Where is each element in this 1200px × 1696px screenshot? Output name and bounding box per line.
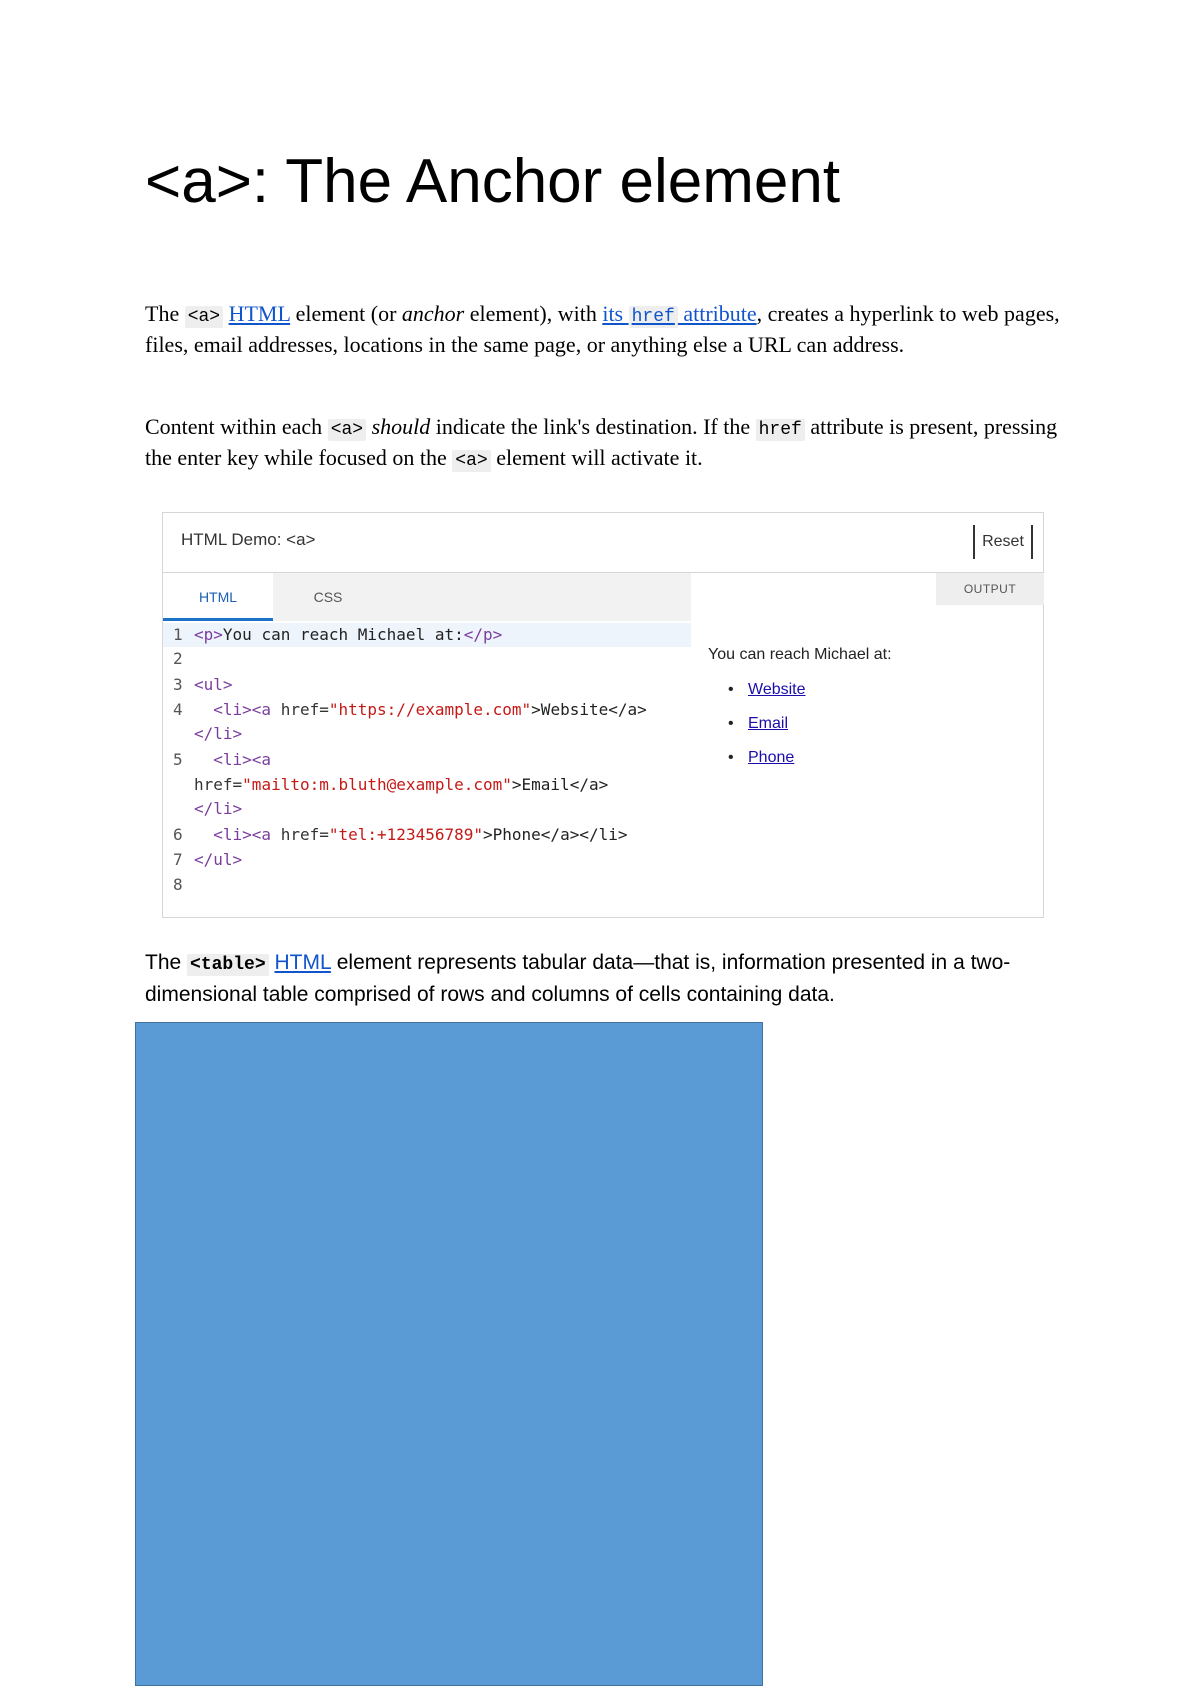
- line-number: 6: [173, 825, 183, 844]
- code-text: [194, 698, 647, 722]
- code-line: [163, 873, 691, 897]
- output-label: OUTPUT: [936, 573, 1044, 605]
- tab-html[interactable]: HTML: [163, 573, 273, 621]
- code-token: </p>: [463, 625, 503, 644]
- code-editor[interactable]: [163, 621, 691, 917]
- text: element will activate it.: [490, 445, 703, 470]
- link-text: its: [602, 301, 629, 326]
- code-text: </li>: [194, 799, 243, 818]
- code-line: [163, 698, 691, 722]
- code-token: "https://example.com": [328, 700, 532, 719]
- code-token: >Website</a>: [531, 700, 647, 719]
- page-title: <a>: The Anchor element: [145, 147, 841, 216]
- intro-paragraph: [145, 300, 1085, 359]
- output-link-website[interactable]: Website: [748, 681, 806, 698]
- code-token: "tel:+123456789": [328, 825, 483, 844]
- link-text: attribute: [677, 301, 757, 326]
- text: The: [145, 951, 188, 974]
- should-emphasis: should: [371, 414, 431, 439]
- code-token: <li><a: [194, 700, 281, 719]
- demo-header: [163, 513, 1043, 573]
- href-attribute-link[interactable]: [602, 301, 756, 326]
- line-number: 5: [173, 750, 183, 769]
- code-a: <a>: [328, 419, 366, 441]
- html-demo-widget: [162, 512, 1044, 918]
- editor-tabs: [163, 573, 691, 621]
- demo-title: HTML Demo: <a>: [181, 530, 316, 549]
- reset-button[interactable]: Reset: [973, 525, 1033, 559]
- code-token: href=: [194, 775, 243, 794]
- html-link[interactable]: HTML: [228, 301, 291, 326]
- line-number: 8: [173, 875, 183, 894]
- code-line: [163, 623, 691, 647]
- code-line: [163, 797, 691, 821]
- bullet: •: [728, 715, 734, 732]
- code-line: [163, 673, 691, 697]
- code-line: [163, 748, 691, 772]
- text: element (or: [290, 301, 402, 326]
- line-number: 7: [173, 850, 183, 869]
- html-link[interactable]: HTML: [274, 951, 331, 974]
- code-token: <li><a: [194, 825, 281, 844]
- output-link-phone[interactable]: Phone: [748, 749, 795, 766]
- tab-css[interactable]: CSS: [313, 589, 343, 605]
- text: The: [145, 301, 185, 326]
- code-line: [163, 848, 691, 872]
- code-text: [194, 823, 628, 847]
- code-line: [163, 773, 691, 797]
- code-token: href=: [280, 700, 329, 719]
- output-link-email[interactable]: Email: [748, 715, 789, 732]
- text: indicate the link's destination. If the: [430, 414, 756, 439]
- blue-rectangle-shape: [135, 1022, 763, 1686]
- code-a: <a>: [185, 306, 223, 328]
- text: , creates a hyperlink to web pages, files, email addresses, locations in the same page, or anything else a URL can address.: [145, 301, 1060, 357]
- anchor-emphasis: anchor: [401, 301, 465, 326]
- line-number: 2: [173, 649, 183, 668]
- bullet: •: [728, 749, 734, 766]
- content-paragraph: [145, 413, 1085, 475]
- line-number: 3: [173, 675, 183, 694]
- line-number: 4: [173, 700, 183, 719]
- line-number: 1: [173, 625, 183, 644]
- code-token: >Email</a>: [511, 775, 609, 794]
- table-paragraph: [145, 948, 1065, 1009]
- code-token: "mailto:m.bluth@example.com": [242, 775, 512, 794]
- code-table: <table>: [187, 954, 269, 976]
- code-line: [163, 647, 691, 671]
- code-text: [194, 773, 608, 797]
- bullet: •: [728, 681, 734, 698]
- code-token: You can reach Michael at:: [222, 625, 464, 644]
- text: element), with: [464, 301, 603, 326]
- code-text: <li><a: [194, 750, 272, 769]
- code-token: href=: [280, 825, 329, 844]
- code-token: >Phone</a></li>: [483, 825, 628, 844]
- text: element represents tabular data—that is, information presented in a two-dimensional table comprised of rows and columns of cells containing data.: [145, 951, 1011, 1006]
- code-href: href: [756, 419, 805, 441]
- code-text: [194, 623, 502, 647]
- code-text: <ul>: [194, 675, 233, 694]
- code-line: [163, 823, 691, 847]
- code-text: </li>: [194, 724, 243, 743]
- code-token: <p>: [194, 625, 223, 644]
- link-code: href: [629, 306, 678, 328]
- text: attribute is present, pressing the enter key while focused on the: [145, 414, 1058, 470]
- code-a: <a>: [452, 450, 490, 472]
- output-text: You can reach Michael at:: [708, 646, 892, 663]
- text: Content within each: [145, 414, 328, 439]
- code-line: [163, 722, 691, 746]
- code-text: </ul>: [194, 850, 243, 869]
